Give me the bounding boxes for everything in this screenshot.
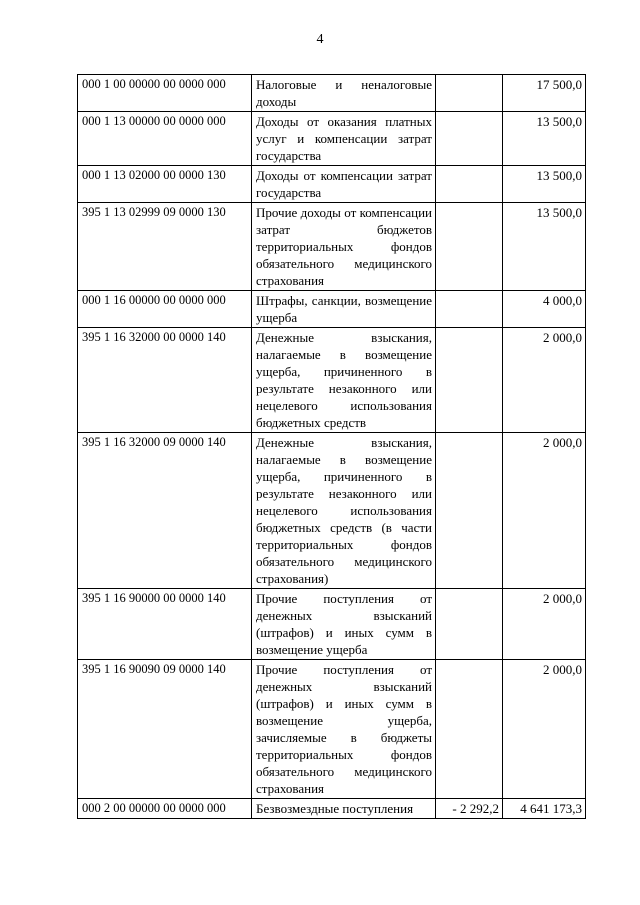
table-row — [78, 433, 586, 589]
budget-code: 000 1 13 02000 00 0000 130 — [78, 166, 252, 203]
budget-code: 395 1 16 32000 09 0000 140 — [78, 433, 252, 589]
page-number: 4 — [316, 32, 324, 47]
total-amount: 2 000,0 — [503, 589, 586, 660]
table-row — [78, 589, 586, 660]
revenue-name: Доходы от компенсации затрат государства — [252, 166, 436, 203]
budget-code: 395 1 16 32000 00 0000 140 — [78, 328, 252, 433]
revenue-name: Безвозмездные поступления — [252, 799, 436, 819]
revenue-name: Прочие доходы от компенсации затрат бюджетов территориальных фондов обязательного медицинского страхования — [252, 203, 436, 291]
change-amount — [436, 75, 503, 112]
budget-code: 000 1 00 00000 00 0000 000 — [78, 75, 252, 112]
change-amount — [436, 328, 503, 433]
budget-code: 000 1 13 00000 00 0000 000 — [78, 112, 252, 166]
revenue-name: Денежные взыскания, налагаемые в возмещение ущерба, причиненного в результате незаконного или нецелевого использования бюджетных средств — [252, 328, 436, 433]
total-amount: 2 000,0 — [503, 433, 586, 589]
table-row — [78, 75, 586, 112]
table-row — [78, 291, 586, 328]
change-amount — [436, 291, 503, 328]
budget-code: 000 1 16 00000 00 0000 000 — [78, 291, 252, 328]
total-amount: 13 500,0 — [503, 166, 586, 203]
table-row — [78, 166, 586, 203]
total-amount: 2 000,0 — [503, 660, 586, 799]
change-amount — [436, 589, 503, 660]
total-amount: 13 500,0 — [503, 203, 586, 291]
total-amount: 4 641 173,3 — [503, 799, 586, 819]
total-amount: 2 000,0 — [503, 328, 586, 433]
revenue-name: Прочие поступления от денежных взысканий (штрафов) и иных сумм в возмещение ущерба — [252, 589, 436, 660]
change-amount — [436, 203, 503, 291]
table-row — [78, 799, 586, 819]
change-amount — [436, 112, 503, 166]
revenue-name: Доходы от оказания платных услуг и компенсации затрат государства — [252, 112, 436, 166]
budget-code: 000 2 00 00000 00 0000 000 — [78, 799, 252, 819]
table-row — [78, 660, 586, 799]
change-amount — [436, 166, 503, 203]
table-row — [78, 328, 586, 433]
budget-code: 395 1 13 02999 09 0000 130 — [78, 203, 252, 291]
table-row — [78, 203, 586, 291]
change-amount — [436, 433, 503, 589]
table-row — [78, 112, 586, 166]
revenue-table — [77, 74, 586, 819]
revenue-name: Прочие поступления от денежных взысканий (штрафов) и иных сумм в возмещение ущерба, зачисляемые в бюджеты территориальных фондов обязательного медицинского страхования — [252, 660, 436, 799]
revenue-name: Штрафы, санкции, возмещение ущерба — [252, 291, 436, 328]
budget-code: 395 1 16 90000 00 0000 140 — [78, 589, 252, 660]
total-amount: 17 500,0 — [503, 75, 586, 112]
total-amount: 13 500,0 — [503, 112, 586, 166]
revenue-name: Денежные взыскания, налагаемые в возмещение ущерба, причиненного в результате незаконного или нецелевого использования бюджетных средств (в части территориальных фондов обязательного медицинского страхования) — [252, 433, 436, 589]
change-amount: - 2 292,2 — [436, 799, 503, 819]
total-amount: 4 000,0 — [503, 291, 586, 328]
budget-code: 395 1 16 90090 09 0000 140 — [78, 660, 252, 799]
change-amount — [436, 660, 503, 799]
revenue-name: Налоговые и неналоговые доходы — [252, 75, 436, 112]
